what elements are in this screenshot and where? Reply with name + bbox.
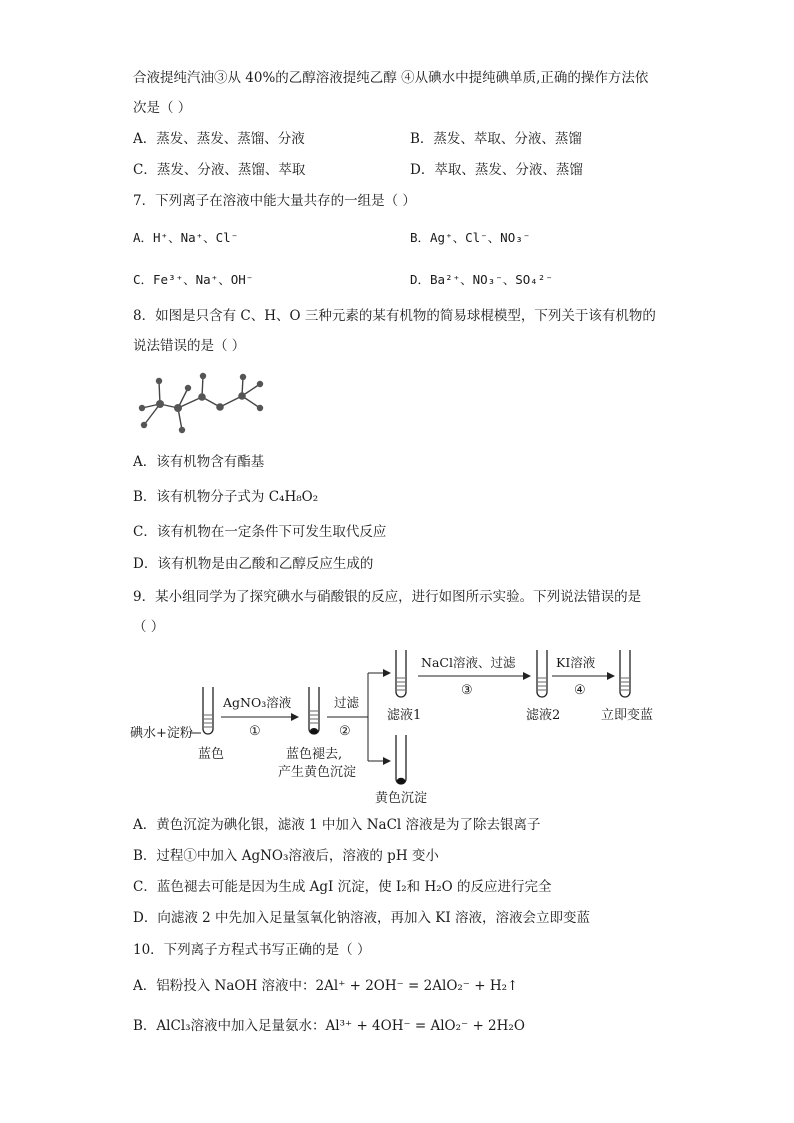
test-tube-2 (309, 687, 319, 734)
q6-option-a: A．蒸发、蒸发、蒸馏、分液 (133, 131, 305, 147)
q7-option-b: B．Ag⁺、Cl⁻、NO₃⁻ (410, 230, 531, 245)
q7-option-c: C．Fe³⁺、Na⁺、OH⁻ (133, 272, 254, 287)
hydrogen-atom (240, 374, 246, 380)
carbon-atom (198, 393, 206, 401)
hydrogen-atom (139, 405, 145, 411)
experiment-flow-diagram (128, 645, 668, 810)
step4-number: ④ (574, 683, 586, 698)
hydrogen-atom (179, 427, 185, 433)
result-label: 立即变蓝 (601, 708, 654, 723)
hydrogen-atom (185, 385, 191, 391)
q9-option-b: B．过程①中加入 AgNO₃溶液后，溶液的 pH 变小 (133, 848, 439, 864)
q9-stem-line1: 9．某小组同学为了探究碘水与硝酸银的反应，进行如图所示实验。下列说法错误的是 (133, 589, 642, 605)
oxygen-atom (200, 373, 206, 379)
q7-stem: 7．下列离子在溶液中能大量共存的一组是（ ） (133, 193, 416, 209)
carbon-atom (238, 392, 246, 400)
q8-option-a: A．该有机物含有酯基 (133, 454, 265, 470)
q9-option-a: A．黄色沉淀为碘化银，滤液 1 中加入 NaCl 溶液是为了除去银离子 (133, 817, 541, 833)
q6-option-d: D．萃取、蒸发、分液、蒸馏 (410, 162, 583, 178)
step3-reagent: NaCl溶液、过滤 (421, 655, 516, 670)
tube2-label-line2: 产生黄色沉淀 (278, 765, 357, 780)
q8-option-d: D．该有机物是由乙酸和乙醇反应生成的 (133, 556, 374, 572)
q6-stem-line2: 次是（ ） (133, 100, 192, 116)
q6-option-c: C．蒸发、分液、蒸馏、萃取 (133, 162, 306, 178)
hydrogen-atom (141, 422, 147, 428)
test-tube-filtrate1 (396, 650, 406, 697)
q9-option-c: C．蓝色褪去可能是因为生成 AgI 沉淀，使 I₂和 H₂O 的反应进行完全 (133, 879, 552, 895)
test-tube-1 (203, 687, 213, 734)
precipitate-label: 黄色沉淀 (375, 791, 428, 806)
q7-option-a: A．H⁺、Na⁺、Cl⁻ (133, 230, 239, 245)
oxygen-atom (216, 403, 224, 411)
step2-reagent: 过滤 (334, 695, 360, 710)
carbon-atom (156, 400, 164, 408)
step3-number: ③ (461, 683, 473, 698)
q6-stem-line1: 合液提纯汽油③从 40%的乙醇溶液提纯乙醇 ④从碘水中提纯碘单质,正确的操作方法依 (133, 70, 649, 86)
q7-option-d: D．Ba²⁺、NO₃⁻、SO₄²⁻ (410, 272, 553, 287)
test-tube-result (620, 650, 630, 697)
q10-option-a: A．铝粉投入 NaOH 溶液中：2Al⁺ + 2OH⁻ = 2AlO₂⁻ + H₂↑ (133, 978, 519, 994)
q10-stem: 10．下列离子方程式书写正确的是（ ） (133, 942, 371, 958)
filtrate1-label: 滤液1 (387, 708, 422, 723)
q10-option-b: B．AlCl₃溶液中加入足量氨水：Al³⁺ + 4OH⁻ = AlO₂⁻ + 2H₂O (133, 1018, 525, 1034)
ball-stick-model-figure (128, 368, 278, 438)
step4-reagent: KI溶液 (556, 655, 596, 670)
q6-option-b: B．蒸发、萃取、分液、蒸馏 (410, 131, 582, 147)
step1-number: ① (249, 724, 261, 739)
step1-reagent: AgNO₃溶液 (223, 695, 292, 710)
q8-stem-line2: 说法错误的是（ ） (133, 338, 246, 354)
start-label: 碘水+淀粉 (130, 726, 193, 741)
q9-option-d: D．向滤液 2 中先加入足量氢氧化钠溶液，再加入 KI 溶液，溶液会立即变蓝 (133, 910, 590, 926)
tube1-label: 蓝色 (198, 747, 225, 762)
q8-stem-line1: 8．如图是只含有 C、H、O 三种元素的某有机物的简易球棍模型，下列关于该有机物的 (133, 308, 656, 324)
q8-option-c: C．该有机物在一定条件下可发生取代反应 (133, 524, 387, 540)
q8-option-b: B．该有机物分子式为 C₄H₈O₂ (133, 489, 319, 505)
hydrogen-atom (156, 378, 162, 384)
hydrogen-atom (257, 381, 263, 387)
test-tube-filtrate2 (537, 650, 547, 697)
tube2-label-line1: 蓝色褪去, (286, 747, 343, 762)
test-tube-precipitate (396, 735, 406, 784)
filtrate2-label: 滤液2 (526, 708, 561, 723)
q9-stem-line2: （ ） (133, 619, 165, 635)
carbon-atom (174, 404, 182, 412)
hydrogen-atom (257, 405, 263, 411)
step2-number: ② (339, 724, 351, 739)
